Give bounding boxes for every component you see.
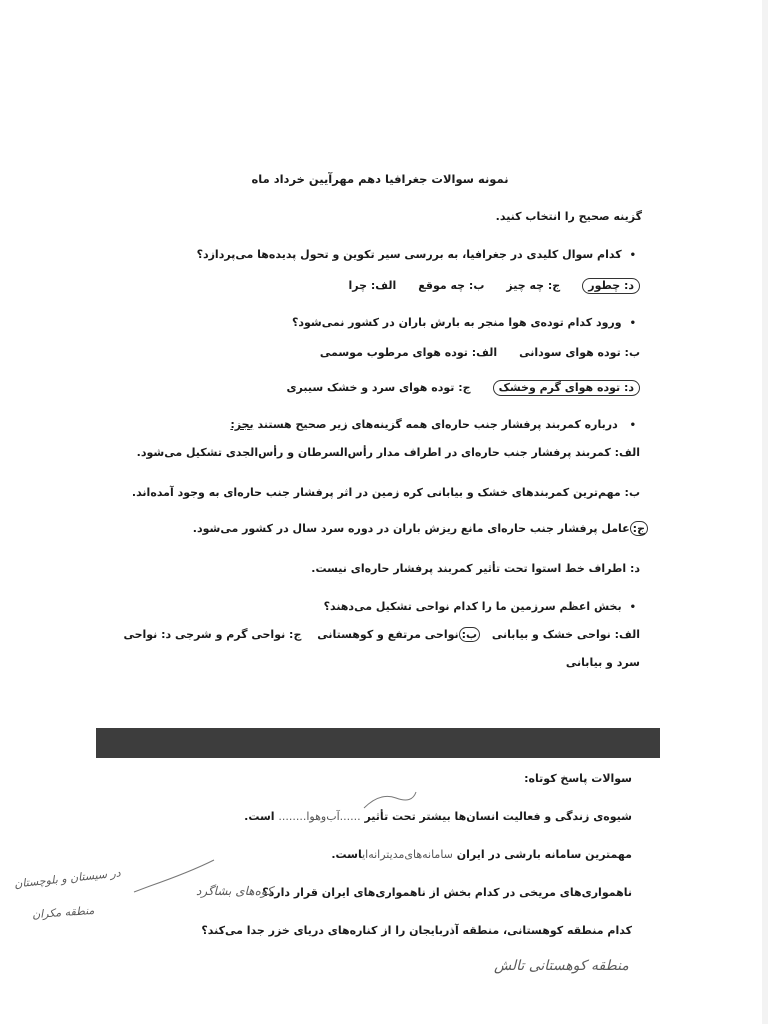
question-2: • ورود کدام توده‌ی هوا منجر به بارش باران در کشور نمی‌شود؟ [292,316,636,331]
section-divider-bar [96,728,660,758]
short-answer-heading: سوالات پاسخ کوتاه: [524,772,632,785]
option-d-circled: د: چطور [582,278,640,294]
option-c: ج: چه چیز [506,279,561,292]
option-c-row [193,522,648,536]
option-b: ب: مهم‌ترین کمربندهای خشک و بیابانی کره زمین در اثر پرفشار جنب حاره‌ای به وجود آمده‌اند. [131,486,640,499]
question-4-options [123,628,640,642]
short-question-3: ناهمواری‌های مریخی در کدام بخش از ناهمواری‌های ایران قرار دارد؟ [262,886,632,899]
option-c-text: عامل پرفشار جنب حاره‌ای مانع ریزش باران در دوره سرد سال در کشور می‌شود. [192,522,630,535]
option-a: الف: چرا [348,279,397,292]
short-question-2-text: مهمترین سامانه بارشی در ایران [456,848,632,861]
short-question-2-end: است. [331,848,363,861]
short-question-1 [244,810,632,824]
option-b: ب: چه موقع [418,279,485,292]
option-a: الف: توده هوای مرطوب موسمی [319,346,498,359]
question-3 [230,418,636,433]
option-a: الف: نواحی خشک و بیابانی [491,628,640,641]
question-1-options [326,278,640,294]
short-question-4: کدام منطقه کوهستانی، منطقه آذربایجان را از کناره‌های دریای خزر جدا می‌کند؟ [201,924,632,937]
handwritten-answer-3-part3: منطقه مکران [31,903,95,922]
handwritten-answer-3-part2: در سیستان و بلوچستان [13,866,122,891]
option-c: ج: نواحی گرم و شرجی [175,628,302,641]
option-c-circled: ج: [630,521,648,536]
option-a: الف: کمربند پرفشار جنب حاره‌ای در اطراف مدار رأس‌السرطان و رأس‌الجدی تشکیل می‌شود. [136,446,640,459]
mc-instructions: گزینه صحیح را انتخاب کنید. [495,210,642,223]
question-2-options-row1 [298,346,640,360]
option-d: د: نواحی [123,628,172,641]
short-question-2 [331,848,632,862]
handwritten-answer-4: منطقه کوهستانی تالش [494,958,629,974]
option-b-circled: ب: [459,627,480,642]
pen-arrow-mark [130,856,220,896]
option-b-text: نواحی مرتفع و کوهستانی [317,628,459,641]
question-2-options-row2 [264,380,640,396]
question-4: • بخش اعظم سرزمین ما را کدام نواحی تشکیل می‌دهند؟ [324,600,636,615]
question-3-except: بجز: [230,418,254,431]
pen-stroke-mark [360,788,420,812]
page-title: نمونه سوالات جغرافیا دهم مهرآیین خرداد ماه [251,172,509,186]
option-b: ب: توده هوای سودانی [519,346,640,359]
question-3-text: درباره کمربند پرفشار جنب حاره‌ای همه گزینه‌های زیر صحیح هستند [257,418,618,431]
short-question-1-text: شیوه‌ی زندگی و فعالیت انسان‌ها بیشتر تحت تأثیر [364,810,632,823]
question-1: • کدام سوال کلیدی در جغرافیا، به بررسی سیر تکوین و تحول پدیده‌ها می‌پردازد؟ [197,248,636,263]
option-c: ج: توده هوای سرد و خشک سیبری [286,381,471,394]
option-d: د: اطراف خط استوا تحت تأثیر کمربند پرفشار حاره‌ای نیست. [311,562,640,575]
scan-edge [762,0,768,1024]
option-d-circled: د: توده هوای گرم وخشک [493,380,640,396]
handwritten-answer-3-part1: کوه‌های بشاگرد [196,884,273,898]
option-d-continued: سرد و بیابانی [565,656,640,669]
short-answer-1-handwritten: ......آب‌و‌هوا........ [278,810,361,823]
short-answer-2-handwritten: سامانه‌ها‌ی‌مدیترانه‌ای [362,848,453,861]
short-question-1-end: است. [244,810,275,823]
